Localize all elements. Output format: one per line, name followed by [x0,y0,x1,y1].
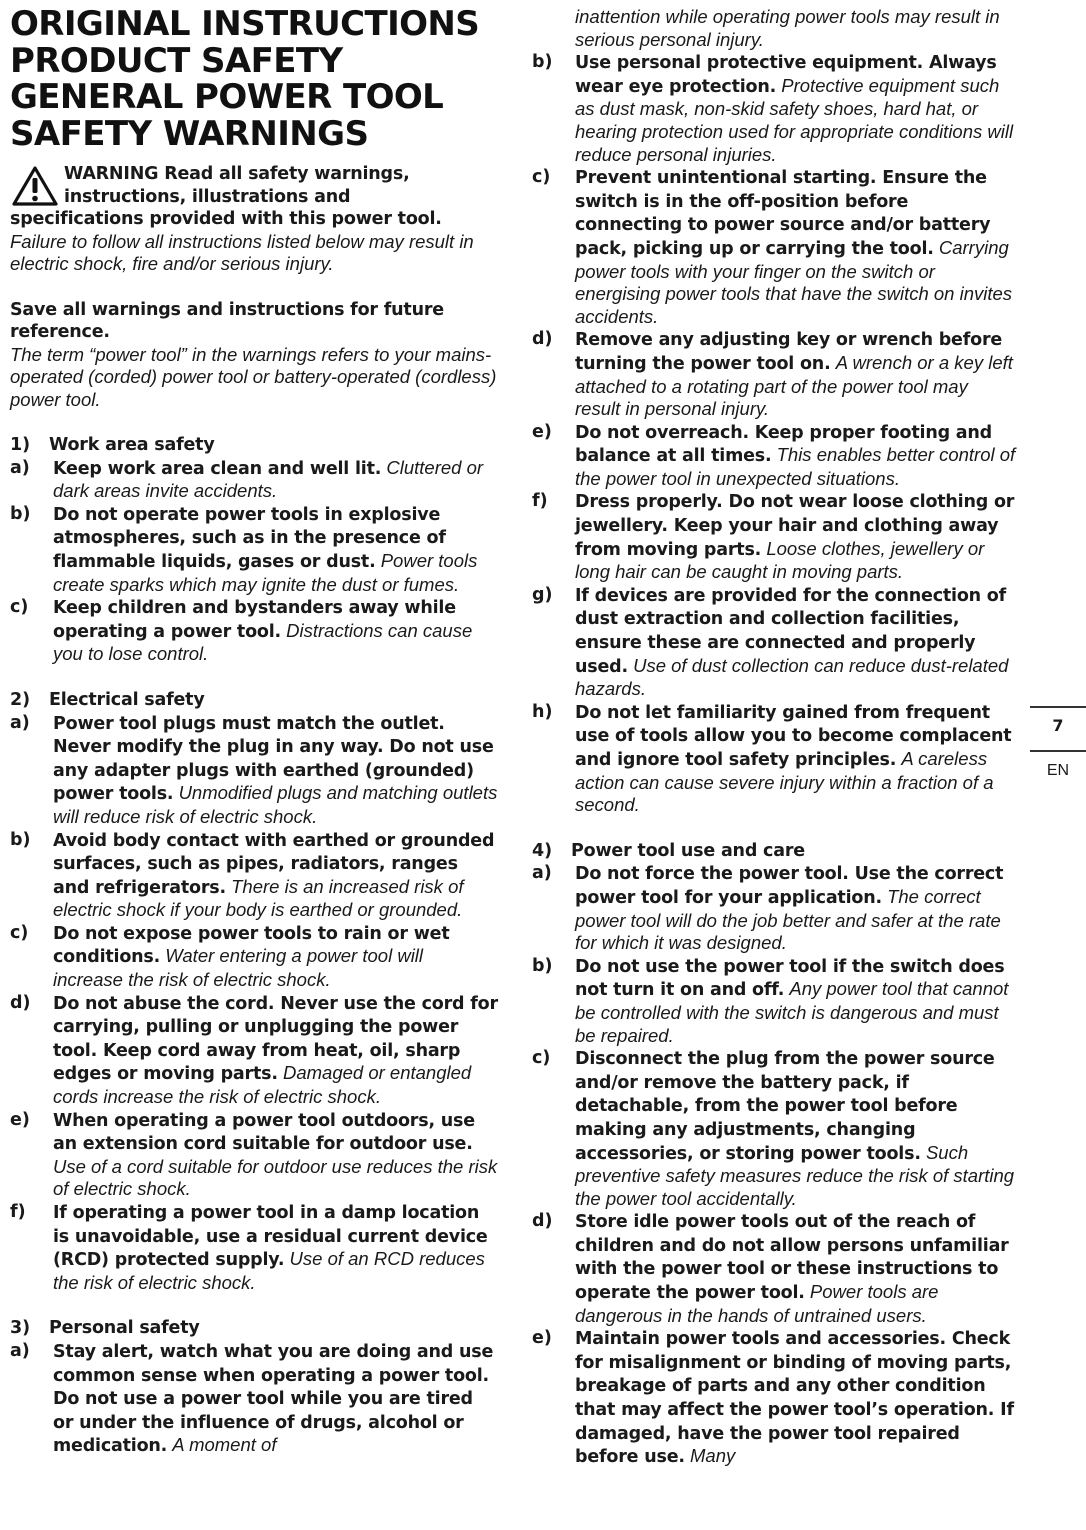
list-item [532,166,1017,328]
item-bold: Do not let familiarity gained from frequent use of tools allow you to become complacent and ignore tool safety principles. [575,702,1012,770]
divider [1030,750,1086,752]
page-title [10,6,498,152]
item-bold: Do not operate power tools in explosive atmospheres, such as in the presence of flammable liquids, gases or dust. [53,504,446,572]
item-bold: Keep work area clean and well lit. [53,458,382,479]
section-number: 3) [10,1318,31,1339]
item-text: A careless action can cause severe injury within a fraction of a second. [575,748,994,816]
item-label: f) [532,491,548,512]
item-text: Distractions can cause you to lose control. [53,619,473,665]
item-bold: Do not abuse the cord. Never use the cord for carrying, pulling or unplugging the power tool. Keep cord away from heat, oil, sharp edges or moving parts. [53,993,498,1085]
warning-triangle-icon [11,165,59,207]
save-block [10,299,498,412]
item-label: d) [10,992,31,1013]
item-text: Power tools are dangerous in the hands of untrained users. [575,1281,939,1326]
list-item [10,712,498,829]
list-item [532,584,1017,701]
left-column [10,0,498,1458]
save-text: The term “power tool” in the warnings refers to your mains-operated (corded) power tool or battery-operated (cordless) power tool. [10,343,497,410]
item-bold: Disconnect the plug from the power source and/or remove the battery pack, if detachable, from the power tool before making any adjustments, changing accessories, or storing power tools. [575,1049,995,1164]
list-item [532,862,1017,954]
warning-heading-line: WARNING Read all safety warnings, [64,164,410,184]
item-label: c) [532,1048,551,1069]
item-text: Water entering a power tool will increase the risk of electric shock. [53,945,424,991]
item-bold: Avoid body contact with earthed or grounded surfaces, such as pipes, radiators, ranges and refrigerators. [53,830,495,898]
section-personal-safety [10,1317,498,1458]
item-bold: Prevent unintentional starting. Ensure the switch is in the off-position before connecting to power source and/or battery pack, picking up or carrying the tool. [575,168,991,259]
item-bold: Do not expose power tools to rain or wet conditions. [53,923,450,968]
list-item [10,1109,498,1201]
item-label: c) [10,597,29,618]
item-text: Use of dust collection can reduce dust-related hazards. [575,654,1009,700]
item-label: b) [10,829,31,850]
section-number: 4) [532,840,553,861]
item-bold: Maintain power tools and accessories. Check for misalignment or binding of moving parts, breakage of parts and any other condition that may affect the power tool’s operation. If damaged, have the power tool repaired before use. [575,1329,1014,1468]
section-title: Personal safety [49,1318,200,1339]
item-bold: If operating a power tool in a damp location is unavoidable, use a residual current device (RCD) protected supply. [53,1203,488,1271]
continuation-text: inattention while operating power tools may result in serious personal injury. [575,6,1000,50]
list-item [10,1340,498,1458]
list-item [10,1201,498,1294]
title-line: ORIGINAL INSTRUCTIONS [10,4,480,44]
list-item [10,922,498,992]
item-label: f) [10,1202,26,1222]
item-text: There is an increased risk of electric shock if your body is earthed or grounded. [53,875,464,921]
item-label: e) [532,1328,552,1349]
item-text: Damaged or entangled cords increase the risk of electric shock. [53,1062,472,1108]
item-text: Such preventive safety measures reduce the risk of starting the power tool accidentally. [575,1141,1015,1209]
item-text: A moment of [172,1434,277,1456]
list-item [10,503,498,596]
item-label: h) [532,701,553,722]
item-text: Protective equipment such as dust mask, non-skid safety shoes, hard hat, or hearing protection used for appropriate conditions will reduce personal injuries. [575,74,1014,165]
item-text: Cluttered or dark areas invite accidents. [53,456,484,502]
item-text: Power tools create sparks which may ignite the dust or fumes. [53,549,478,595]
item-label: a) [532,863,552,884]
title-line: GENERAL POWER TOOL [10,77,444,117]
item-label: e) [532,421,552,442]
section-title: Work area safety [49,435,215,455]
item-text: This enables better control of the power tool in unexpected situations. [575,444,1016,489]
warning-block [10,163,498,276]
list-item [532,1327,1017,1469]
item-label: b) [532,52,553,73]
warning-heading-line: instructions, illustrations and [64,186,351,207]
section-electrical-safety [10,689,498,1294]
list-item [10,829,498,922]
section-title: Power tool use and care [571,840,805,861]
list-item [532,1210,1017,1327]
title-line: PRODUCT SAFETY [10,40,343,81]
list-item [10,992,498,1109]
section-number: 1) [10,435,31,455]
item-label: g) [532,584,553,605]
title-line: SAFETY WARNINGS [10,113,369,154]
save-heading: Save all warnings and instructions for future reference. [10,299,444,342]
item-text: Loose clothes, jewellery or long hair can be caught in moving parts. [575,537,985,583]
item-label: a) [10,457,30,478]
list-item [532,490,1017,583]
warning-heading-line: specifications provided with this power tool. [10,209,442,229]
section-power-tool-use-and-care [532,840,1017,1469]
section-title: Electrical safety [49,689,205,710]
item-bold: Remove any adjusting key or wrench before turning the power tool on. [575,330,1003,374]
right-column [532,6,1017,1469]
list-item [532,701,1017,817]
list-item [10,457,498,503]
list-item [532,1047,1017,1210]
list-item [10,596,498,666]
item-bold: Do not overreach. Keep proper footing and balance at all times. [575,422,992,467]
item-bold: Keep children and bystanders away while operating a power tool. [53,598,456,642]
item-label: c) [10,922,29,943]
item-text: Carrying power tools with your finger on the switch or energising power tools that have the switch on invites accidents. [575,236,1013,327]
section-number: 2) [10,689,31,710]
list-item [532,328,1017,420]
item-bold: Stay alert, watch what you are doing and use common sense when operating a power tool. Do not use a power tool while you are tired or under the influence of drugs, alcohol or medication. [53,1341,494,1457]
item-bold: Store idle power tools out of the reach of children and do not allow persons unfamiliar with the power tool or these instructions to operate the power tool. [575,1212,1009,1304]
language-code: EN [1046,762,1070,779]
item-label: a) [10,1340,30,1361]
item-text: A wrench or a key left attached to a rotating part of the power tool may result in personal injury. [575,351,1013,420]
section-work-area-safety [10,434,498,666]
item-label: b) [532,955,553,976]
item-text: The correct power tool will do the job better and safer at the rate for which it was designed. [575,885,1001,954]
item-label: b) [10,503,31,524]
list-item [532,955,1017,1047]
item-text: Many [690,1445,736,1467]
item-bold: Power tool plugs must match the outlet. Never modify the plug in any way. Do not use any adapter plugs with earthed (grounded) power tools. [53,713,494,805]
item-label: d) [532,1211,553,1232]
item-bold: When operating a power tool outdoors, use an extension cord suitable for outdoor use. [53,1110,475,1155]
item-label: d) [532,329,553,350]
list-item [532,421,1017,491]
item-label: a) [10,712,30,733]
warning-text: Failure to follow all instructions listed below may result in electric shock, fire and/or serious injury. [10,230,474,274]
divider [1030,706,1086,708]
item-bold: Do not force the power tool. Use the correct power tool for your application. [575,864,1004,908]
item-text: Use of an RCD reduces the risk of electric shock. [53,1248,485,1293]
item-text: Unmodified plugs and matching outlets will reduce risk of electric shock. [53,782,498,827]
item-bold: If devices are provided for the connection of dust extraction and collection facilities, ensure these are connected and properly used. [575,585,1007,677]
list-item [532,51,1017,166]
item-label: e) [10,1109,30,1130]
item-bold: Use personal protective equipment. Always wear eye protection. [575,53,997,97]
item-text: Use of a cord suitable for outdoor use reduces the risk of electric shock. [53,1155,498,1200]
item-text: Any power tool that cannot be controlled with the switch is dangerous and must be repaired. [575,978,1009,1046]
page-number: 7 [1052,716,1064,735]
item-label: c) [532,167,551,188]
item-bold: Do not use the power tool if the switch does not turn it on and off. [575,956,1005,1001]
item-bold: Dress properly. Do not wear loose clothing or jewellery. Keep your hair and clothing away from moving parts. [575,492,1015,560]
